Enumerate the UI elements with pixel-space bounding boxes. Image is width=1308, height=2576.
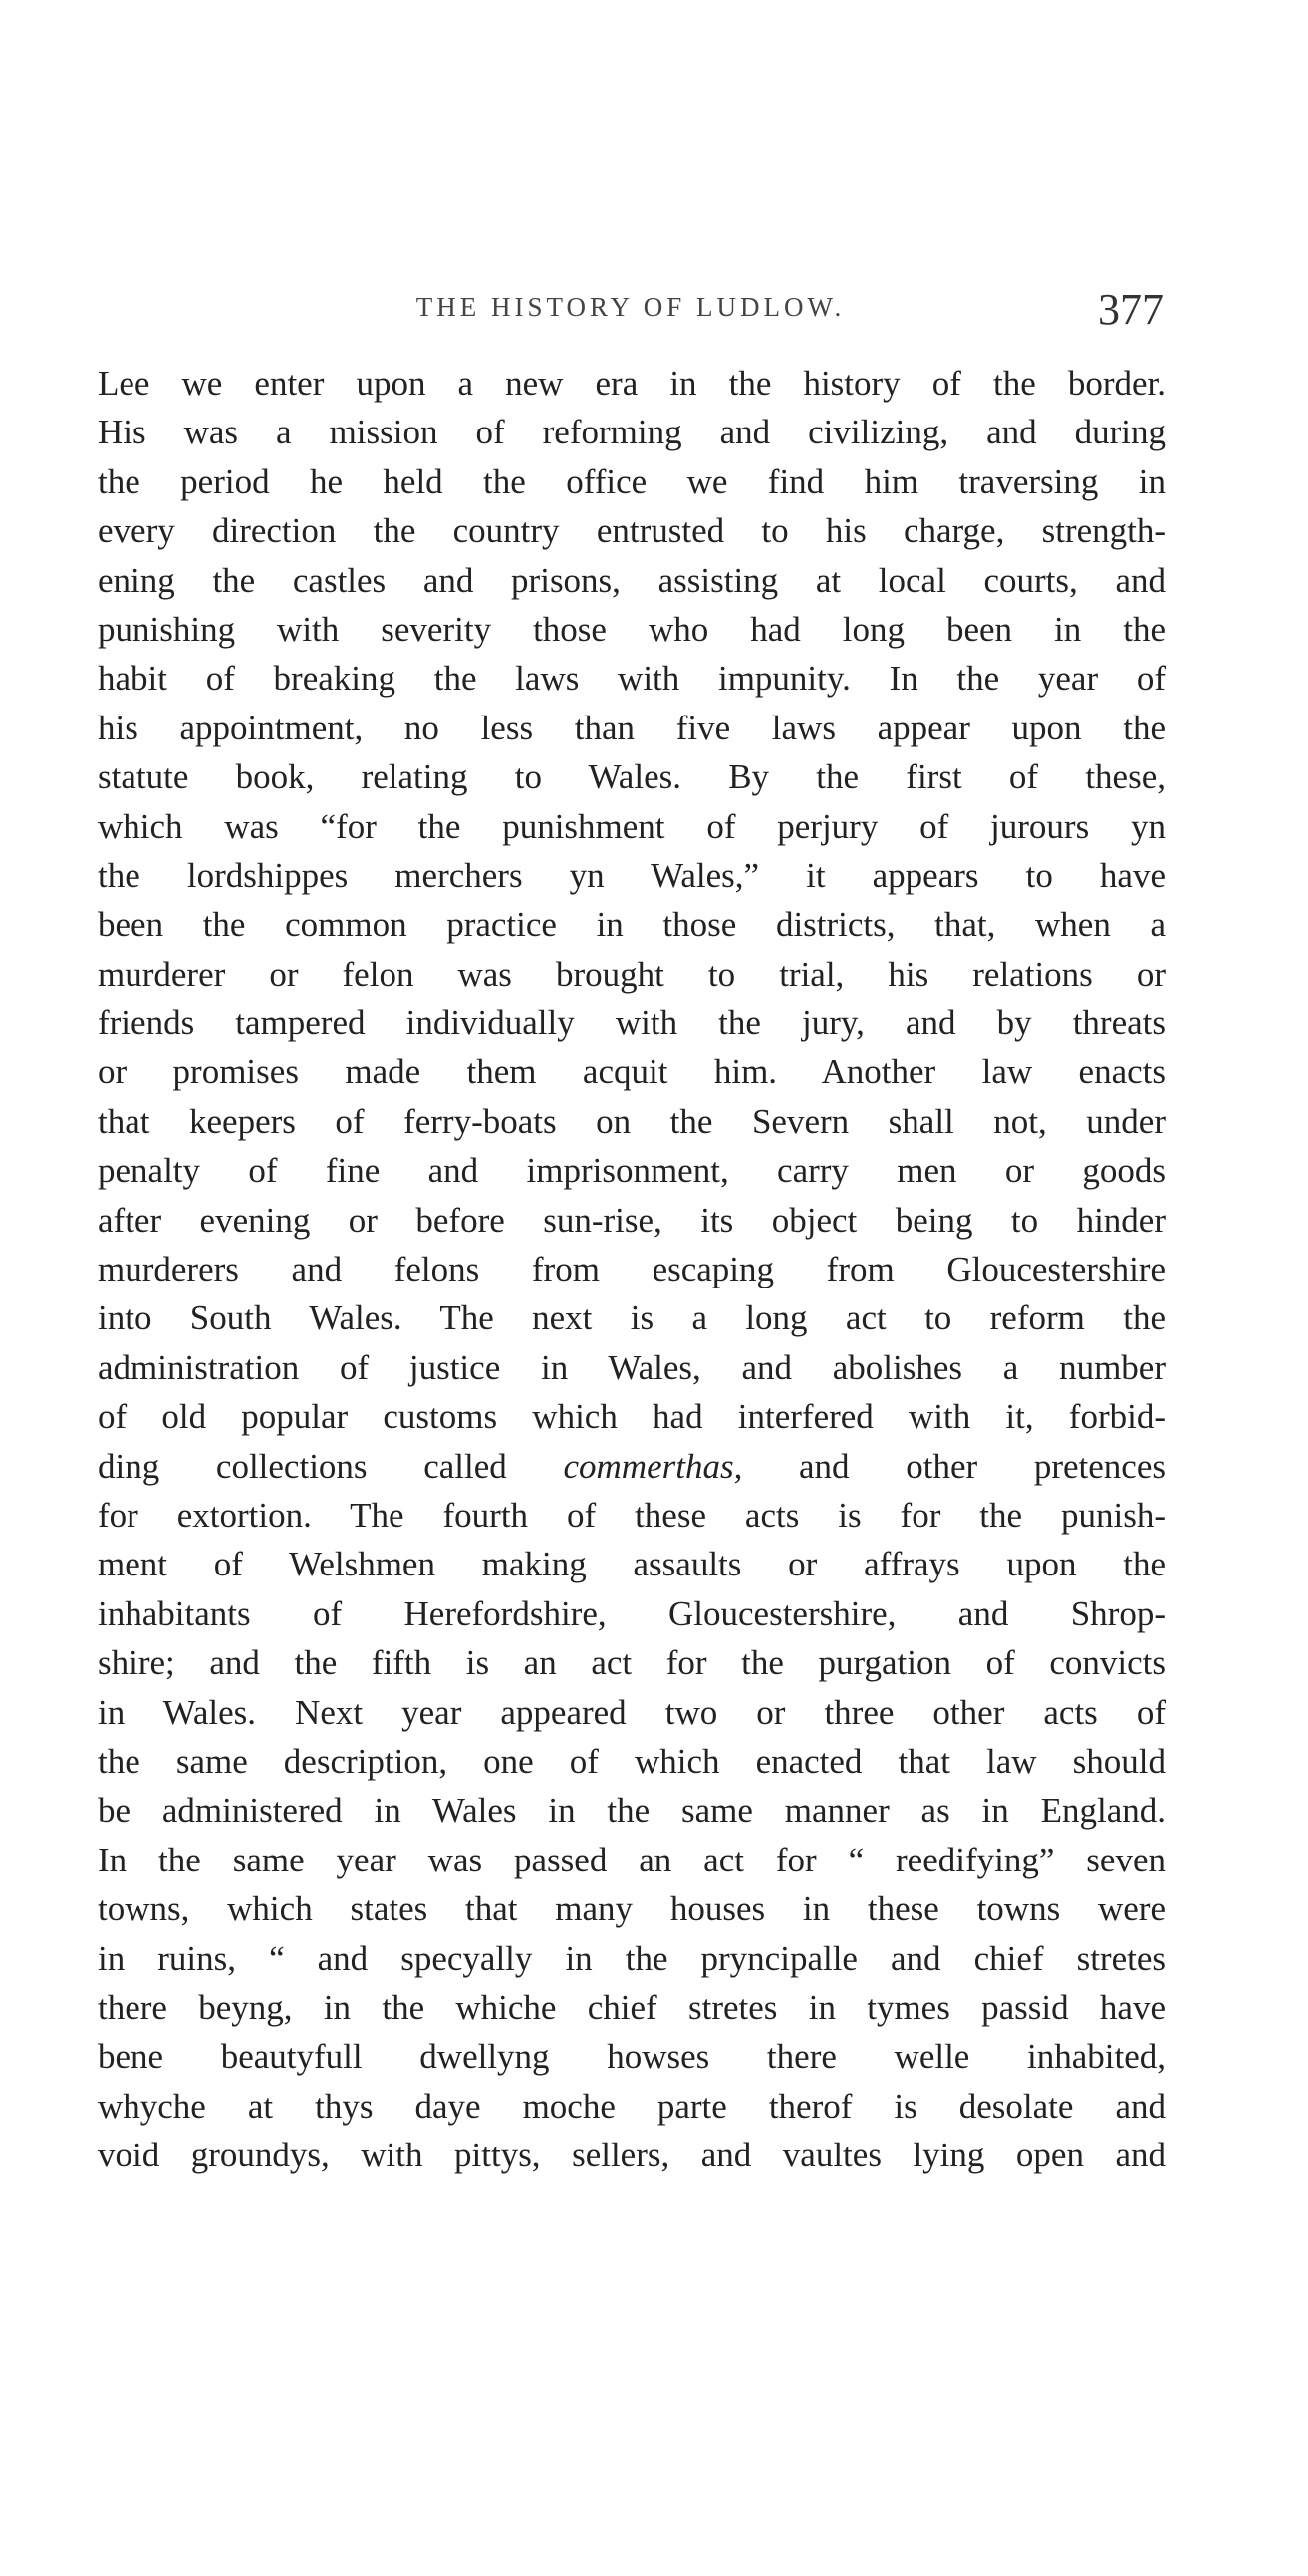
- text-line: the same description, one of which enacted that law should: [98, 1741, 1166, 1781]
- text-line: statute book, relating to Wales. By the first of these,: [98, 757, 1166, 797]
- text-line: punishing with severity those who had long been in the: [98, 609, 1166, 649]
- text-line: in ruins, “ and specyally in the pryncipalle and chief stretes: [98, 1938, 1166, 1978]
- text-line: of old popular customs which had interfered with it, forbid-: [98, 1397, 1166, 1437]
- running-title: THE HISTORY OF LUDLOW.: [415, 292, 846, 322]
- text-line: the lordshippes merchers yn Wales,” it appears to have: [98, 855, 1166, 895]
- text-line: his appointment, no less than five laws appear upon the: [98, 708, 1166, 747]
- text-line: bene beautyfull dwellyng howses there welle inhabited,: [98, 2037, 1166, 2077]
- body-text: [98, 359, 1166, 2179]
- text-line: Lee we enter upon a new era in the history of the border.: [98, 364, 1166, 403]
- page-number: 377: [1098, 285, 1164, 334]
- text-line: whyche at thys daye moche parte therof is desolate and: [98, 2086, 1166, 2126]
- italic-term: commerthas,: [563, 1446, 743, 1486]
- text-line: inhabitants of Herefordshire, Gloucestershire, and Shrop-: [98, 1593, 1166, 1633]
- text-line: friends tampered individually with the jury, and by threats: [98, 1003, 1166, 1043]
- text-line: His was a mission of reforming and civilizing, and during: [98, 413, 1166, 452]
- text-line-mixed: [98, 1442, 1166, 1491]
- text-line: habit of breaking the laws with impunity. In the year of: [98, 659, 1166, 699]
- text-line: ening the castles and prisons, assisting at local courts, and: [98, 560, 1166, 600]
- text-line: into South Wales. The next is a long act to reform the: [98, 1298, 1166, 1338]
- text-line: that keepers of ferry-boats on the Severn shall not, under: [98, 1101, 1166, 1141]
- text-line: which was “for the punishment of perjury of jurours yn: [98, 806, 1166, 846]
- text-line: there beyng, in the whiche chief stretes in tymes passid have: [98, 1987, 1166, 2027]
- text-line: for extortion. The fourth of these acts is for the punish-: [98, 1495, 1166, 1535]
- text-line: the period he held the office we find him traversing in: [98, 461, 1166, 501]
- text-line: in Wales. Next year appeared two or three other acts of: [98, 1692, 1166, 1732]
- text-line: ment of Welshmen making assaults or affrays upon the: [98, 1545, 1166, 1584]
- text-line: void groundys, with pittys, sellers, and vaultes lying open and: [98, 2136, 1166, 2175]
- text-line: or promises made them acquit him. Another law enacts: [98, 1052, 1166, 1092]
- text-line: murderers and felons from escaping from Gloucestershire: [98, 1250, 1166, 1289]
- text-line: every direction the country entrusted to his charge, strength-: [98, 511, 1166, 551]
- text-line: murderer or felon was brought to trial, his relations or: [98, 954, 1166, 994]
- text-line: penalty of fine and imprisonment, carry men or goods: [98, 1151, 1166, 1191]
- text-line: towns, which states that many houses in these towns were: [98, 1889, 1166, 1929]
- text-line: shire; and the fifth is an act for the purgation of convicts: [98, 1643, 1166, 1683]
- text-segment: ding collections called: [98, 1446, 564, 1486]
- text-line: In the same year was passed an act for “ reedifying” seven: [98, 1840, 1166, 1879]
- text-line: been the common practice in those districts, that, when a: [98, 905, 1166, 945]
- running-head: [98, 284, 1164, 344]
- text-line: administration of justice in Wales, and abolishes a number: [98, 1347, 1166, 1387]
- text-line: be administered in Wales in the same manner as in England.: [98, 1791, 1166, 1831]
- text-segment: and other pretences: [742, 1446, 1166, 1486]
- text-line: after evening or before sun-rise, its object being to hinder: [98, 1200, 1166, 1240]
